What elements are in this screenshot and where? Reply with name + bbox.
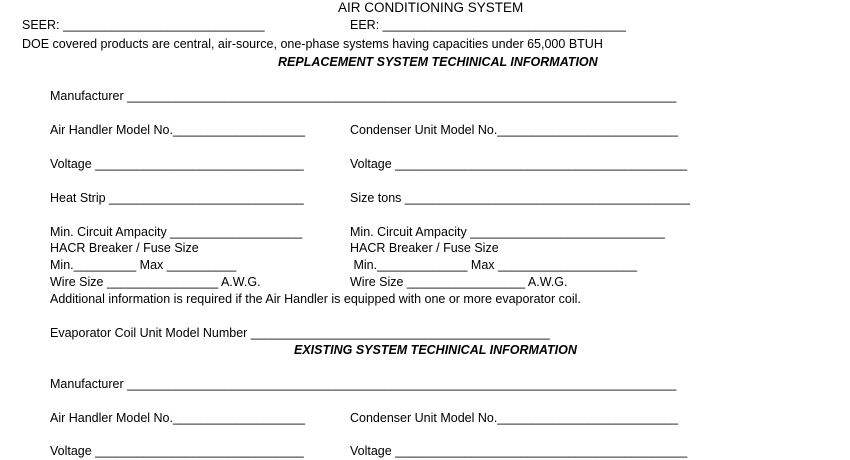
eer-field[interactable]: EER: ___________________________________: [350, 18, 626, 32]
existing-condenser-model-field[interactable]: Condenser Unit Model No.__________________________: [350, 411, 679, 425]
replacement-min-max-left-field[interactable]: Min._________ Max __________: [50, 258, 237, 272]
replacement-min-circuit-right-field[interactable]: Min. Circuit Ampacity ____________________________: [350, 225, 665, 239]
replacement-min-circuit-left-field[interactable]: Min. Circuit Ampacity ___________________: [50, 225, 303, 239]
evaporator-coil-model-field[interactable]: Evaporator Coil Unit Model Number ___________________________________________: [50, 326, 550, 340]
replacement-condenser-model-field[interactable]: Condenser Unit Model No.__________________________: [350, 123, 679, 137]
existing-voltage-left-field[interactable]: Voltage ______________________________: [50, 444, 304, 458]
replacement-voltage-left-field[interactable]: Voltage ______________________________: [50, 157, 304, 171]
replacement-wire-size-left-field[interactable]: Wire Size ________________ A.W.G.: [50, 275, 261, 289]
replacement-voltage-right-field[interactable]: Voltage __________________________________________: [350, 157, 688, 171]
replacement-hacr-right-label: HACR Breaker / Fuse Size: [350, 241, 499, 255]
replacement-size-tons-field[interactable]: Size tons _________________________________________: [350, 191, 690, 205]
replacement-manufacturer-field[interactable]: Manufacturer _______________________________________________________________________________: [50, 89, 677, 103]
replacement-heat-strip-field[interactable]: Heat Strip ____________________________: [50, 191, 304, 205]
additional-info-note: Additional information is required if the Air Handler is equipped with one or more evaporator coil.: [50, 292, 581, 306]
replacement-hacr-left-label: HACR Breaker / Fuse Size: [50, 241, 199, 255]
existing-voltage-right-field[interactable]: Voltage __________________________________________: [350, 444, 688, 458]
existing-air-handler-model-field[interactable]: Air Handler Model No.___________________: [50, 411, 306, 425]
replacement-air-handler-model-field[interactable]: Air Handler Model No.___________________: [50, 123, 306, 137]
doe-note: DOE covered products are central, air-source, one-phase systems having capacities under 65,000 BTUH: [22, 37, 603, 51]
existing-manufacturer-field[interactable]: Manufacturer _______________________________________________________________________________: [50, 377, 677, 391]
seer-field[interactable]: SEER: _____________________________: [22, 18, 265, 32]
replacement-min-max-right-field[interactable]: Min._____________ Max ____________________: [350, 258, 638, 272]
replacement-wire-size-right-field[interactable]: Wire Size _________________ A.W.G.: [350, 275, 568, 289]
replacement-section-heading: REPLACEMENT SYSTEM TECHINICAL INFORMATION: [278, 55, 598, 69]
existing-section-heading: EXISTING SYSTEM TECHINICAL INFORMATION: [294, 343, 577, 357]
form-title: AIR CONDITIONING SYSTEM: [338, 0, 524, 15]
